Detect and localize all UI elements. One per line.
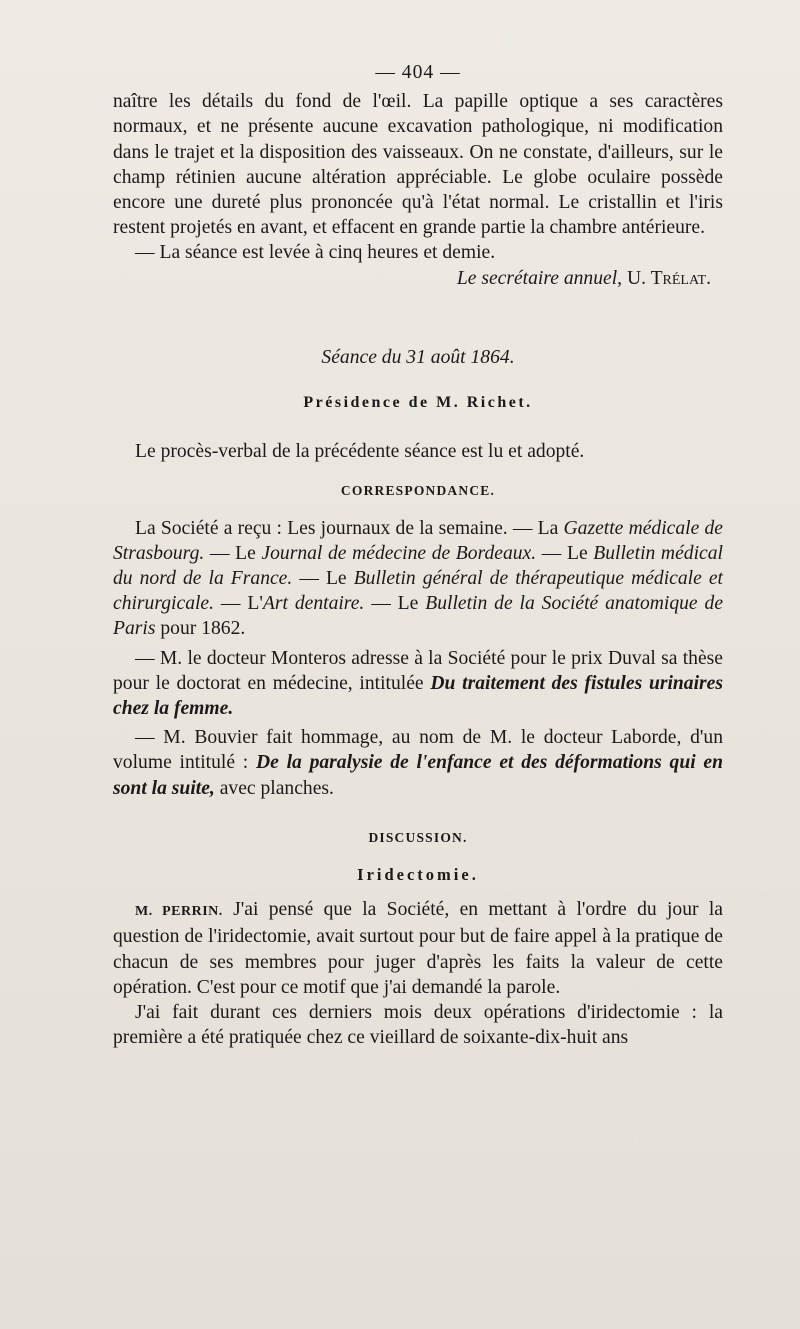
perrin-text: J'ai pensé que la Société, en mettant à l'ordre du jour la question de l'iridectomie, avait surtout pour but de faire appel à la pratique de chacun de ses membres pour juger d'après les faits la valeur de cette opération. C'est pour ce motif que j'ai demandé la parole. (113, 899, 723, 998)
signature-role: Le secrétaire annuel, (456, 267, 623, 289)
corr-title-2: Journal de médecine de Bordeaux. (261, 542, 537, 564)
bouvier-text-2: avec planches. (214, 777, 334, 799)
corr-text-4: — Le (292, 568, 354, 590)
corr-text-1: La Société a reçu : Les journaux de la semaine. — La (135, 517, 564, 539)
corr-text-2: — Le (204, 542, 262, 564)
paragraph-closing: — La séance est levée à cinq heures et demie. (135, 242, 496, 264)
page-number: — 404 — (375, 62, 461, 83)
corr-text-5: — L' (214, 593, 263, 615)
paragraph-monteros (113, 646, 723, 722)
subheading-iridectomie: Iridectomie. (357, 865, 479, 885)
paragraph-bouvier (113, 725, 723, 801)
heading-discussion: DISCUSSION. (368, 829, 468, 845)
corr-title-6: Bulletin de la Société anatomique de Paris (113, 593, 724, 640)
signature-name: U. Trélat. (626, 267, 711, 289)
session-title: Séance du 31 août 1864. (321, 346, 515, 368)
corr-title-5: Art dentaire. (262, 593, 365, 615)
corr-title-4: Bulletin général de thérapeutique médicale et chirurgicale. (113, 568, 723, 615)
corr-title-1: Gazette médicale de Strasbourg. (113, 517, 723, 564)
monteros-title: Du traitement des fistules urinaires chez la femme. (113, 672, 723, 720)
page-text (113, 60, 723, 1051)
bouvier-title: De la paralysie de l'enfance et des déformations qui en sont la suite, (113, 752, 724, 799)
corr-text-3: — Le (536, 542, 594, 564)
paragraph-perrin (113, 897, 723, 1000)
proces-verbal: Le procès-verbal de la précédente séance est lu et adopté. (135, 441, 585, 463)
corr-text-6: — Le (364, 593, 426, 615)
paragraph-fundus: naître les détails du fond de l'œil. La papille optique a ses caractères normaux, et ne présente aucune excavation pathologique, ni modification dans le trajet et la disposition des vaisseaux. On ne constate, d'ailleurs, sur le champ rétinien aucune altération appréciable. Le globe oculaire possède encore une dureté plus prononcée qu'à l'état normal. Le cristallin et l'iris restent projetés en avant, et effacent en grande partie la chambre antérieure. (113, 91, 723, 239)
paragraph-last: J'ai fait durant ces derniers mois deux opérations d'iridectomie : la première a été pratiquée chez ce vieillard de soixante-dix-huit ans (113, 1002, 723, 1049)
heading-correspondance: CORRESPONDANCE. (340, 483, 496, 499)
speaker-name: M. PERRIN. (135, 904, 223, 920)
paragraph-correspondance (113, 516, 723, 642)
presidence-heading: Présidence de M. Richet. (303, 394, 533, 412)
monteros-text: — M. le docteur Monteros adresse à la Société pour le prix Duval sa thèse pour le doctorat en médecine, intitulée (113, 647, 723, 694)
signature (113, 266, 723, 291)
corr-text-7: pour 1862. (155, 618, 246, 640)
bouvier-text-1: — M. Bouvier fait hommage, au nom de M. le docteur Laborde, d'un volume intitulé : (113, 727, 723, 774)
corr-title-3: Bulletin médical du nord de la France. (113, 542, 723, 590)
